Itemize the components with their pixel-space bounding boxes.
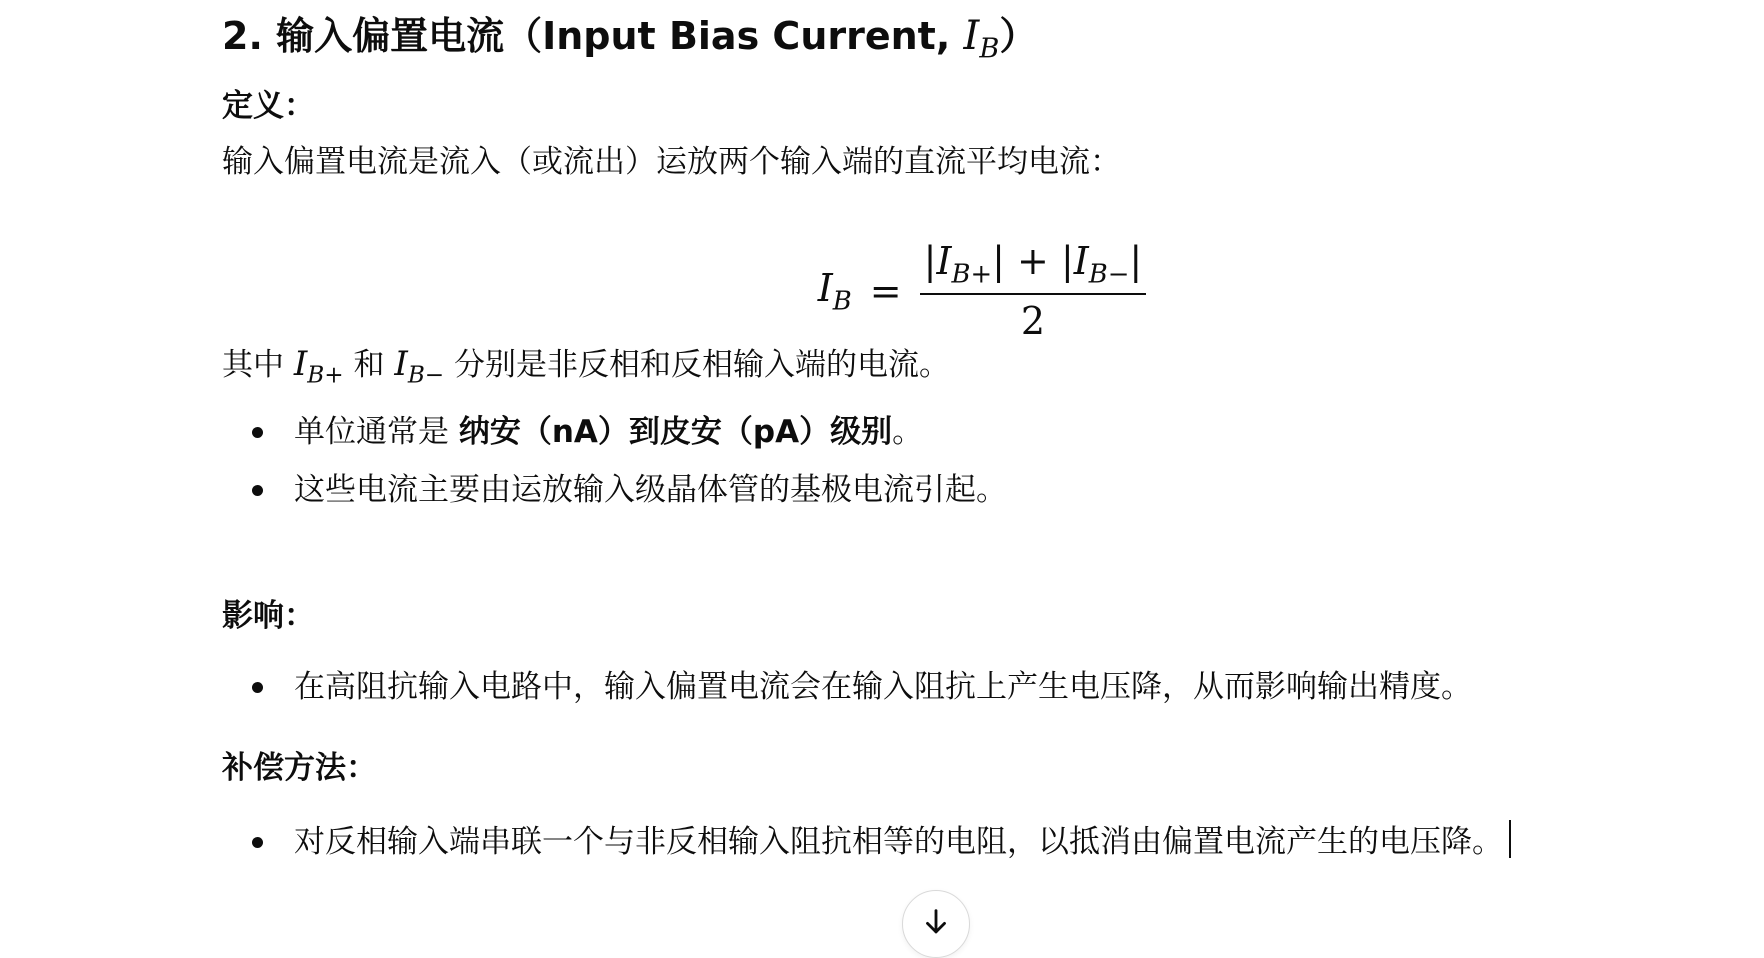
equation-lhs: $I_B$ [817, 265, 852, 317]
impact-heading: 影响： [222, 598, 315, 634]
section-title: 2. 输入偏置电流（Input Bias Current, $I_B$） [222, 13, 1038, 65]
compensation-heading: 补偿方法： [222, 750, 377, 786]
text-cursor [1509, 820, 1511, 858]
impact-bullets [222, 665, 1472, 709]
definition-bullets [222, 410, 1007, 512]
list-item: 对反相输入端串联一个与非反相输入阻抗相等的电阻，以抵消由偏置电流产生的电压降。 [222, 811, 1674, 873]
bullet-dot [252, 427, 263, 438]
compensation-bullets [222, 811, 1674, 873]
bias-current-equation [222, 236, 1652, 346]
bullet-dot [252, 837, 263, 848]
symbol-ib-minus: $I_{B-}$ [394, 344, 445, 389]
equation-numerator: $|I_{B+}| + |I_{B-}|$ [920, 239, 1147, 295]
equation-equals: = [869, 268, 902, 313]
symbol-ib-plus: $I_{B+}$ [293, 344, 344, 389]
equation-denominator: 2 [1020, 299, 1046, 344]
list-item: 在高阻抗输入电路中，输入偏置电流会在输入阻抗上产生电压降，从而影响输出精度。 [222, 665, 1472, 709]
bullet-dot [252, 485, 263, 496]
definition-heading: 定义： [222, 88, 315, 124]
bullet-dot [252, 682, 263, 693]
equation-fraction [920, 239, 1147, 343]
title-symbol: $I_B$ [963, 13, 1000, 65]
list-item: 单位通常是 纳安（nA）到皮安（pA）级别。 [222, 410, 1007, 454]
list-item: 这些电流主要由运放输入级晶体管的基极电流引起。 [222, 468, 1007, 512]
definition-where-text: 其中 $I_{B+}$ 和 $I_{B-}$ 分别是非反相和反相输入端的电流。 [222, 344, 951, 389]
definition-text: 输入偏置电流是流入（或流出）运放两个输入端的直流平均电流： [222, 144, 1121, 180]
arrow-down-icon [919, 905, 953, 939]
